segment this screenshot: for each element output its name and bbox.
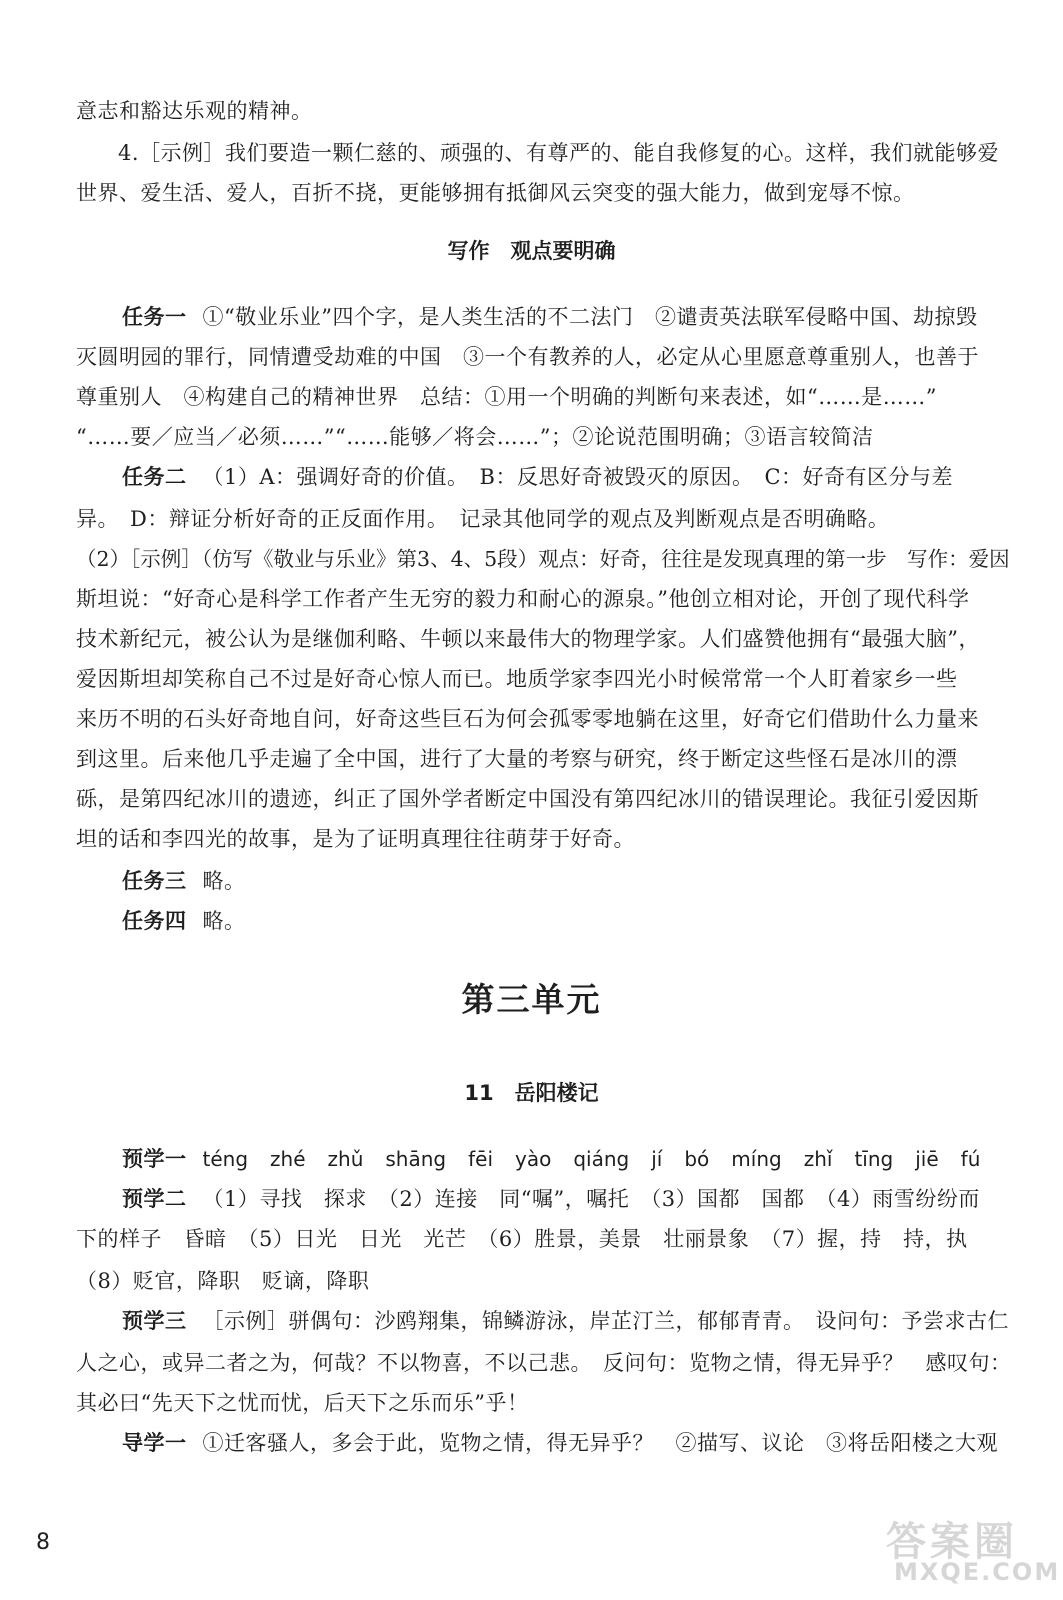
pinyin-list bbox=[203, 1147, 981, 1171]
watermark-text: 答案圈 bbox=[886, 1519, 1018, 1565]
preview2-label: 预学二 bbox=[122, 1187, 187, 1211]
pinyin-item: bó bbox=[684, 1147, 710, 1171]
pinyin-item: shāng bbox=[385, 1147, 447, 1171]
pinyin-item: téng bbox=[202, 1147, 249, 1171]
task2-text-1: （1）A：强调好奇的价值。 B：反思好奇被毁灭的原因。 C：好奇有区分与差 bbox=[202, 465, 954, 489]
q4-answer-line-1: 4.［示例］我们要造一颗仁慈的、顽强的、有尊严的、能自我修复的心。这样，我们就能够爱 bbox=[118, 141, 1000, 165]
writing-section-heading: 写作 观点要明确 bbox=[447, 239, 616, 263]
lesson-heading: 11 岳阳楼记 bbox=[464, 1081, 599, 1105]
task2-line-1 bbox=[122, 462, 953, 492]
task2-line-10: 坦的话和李四光的故事，是为了证明真理往往萌芽于好奇。 bbox=[76, 827, 635, 851]
pinyin-item: jiē bbox=[915, 1147, 939, 1171]
preview2-text-1: （1）寻找 探求 （2）连接 同“嘱”，嘱托 （3）国都 国都 （4）雨雪纷纷而 bbox=[202, 1187, 980, 1211]
preview3-text-1: ［示例］骈偶句：沙鸥翔集，锦鳞游泳，岸芷汀兰，郁郁青青。 设问句：予尝求古仁 bbox=[202, 1309, 1009, 1333]
pinyin-item: tīng bbox=[854, 1147, 894, 1171]
task2-line-7: 来历不明的石头好奇地自问，好奇这些巨石为何会孤零零地躺在这里，好奇它们借助什么力量来 bbox=[76, 707, 979, 731]
task3-label: 任务三 bbox=[122, 869, 187, 893]
preview1-label: 预学一 bbox=[122, 1147, 187, 1171]
task4-line bbox=[122, 906, 246, 936]
preview2-line-2: 下的样子 昏暗 （5）日光 日光 光芒 （6）胜景，美景 壮丽景象 （7）握，持 持，执 bbox=[76, 1227, 968, 1251]
task2-line-2: 异。 D：辩证分析好奇的正反面作用。 记录其他同学的观点及判断观点是否明确略。 bbox=[76, 507, 890, 531]
task1-line-1 bbox=[122, 302, 977, 332]
pinyin-item: fēi bbox=[468, 1147, 494, 1171]
pinyin-item: jí bbox=[651, 1147, 663, 1171]
pinyin-item: qiáng bbox=[573, 1147, 630, 1171]
guide1-text-1: ①迁客骚人，多会于此，览物之情，得无异乎？ ②描写、议论 ③将岳阳楼之大观 bbox=[202, 1431, 998, 1455]
task3-text: 略。 bbox=[202, 869, 246, 893]
task2-line-5: 技术新纪元，被公认为是继伽利略、牛顿以来最伟大的物理学家。人们盛赞他拥有“最强大脑”， bbox=[76, 627, 980, 651]
pinyin-item: míng bbox=[731, 1147, 782, 1171]
task2-line-9: 砾，是第四纪冰川的遗迹，纠正了国外学者断定中国没有第四纪冰川的错误理论。我征引爱因斯 bbox=[76, 787, 979, 811]
guide1-line-1 bbox=[122, 1428, 998, 1458]
watermark-url: MXQE.COM bbox=[894, 1558, 1061, 1586]
guide1-label: 导学一 bbox=[122, 1431, 187, 1455]
watermark-logo bbox=[880, 1510, 1061, 1590]
pinyin-item: fú bbox=[960, 1147, 981, 1171]
preview2-line-1 bbox=[122, 1184, 980, 1214]
task4-label: 任务四 bbox=[122, 909, 187, 933]
task2-line-8: 到这里。后来他几乎走遍了全中国，进行了大量的考察与研究，终于断定这些怪石是冰川的漂 bbox=[76, 747, 958, 771]
task2-line-3: （2）［示例］（仿写《敬业与乐业》第3、4、5段）观点：好奇，往往是发现真理的第一步 写作：爱因 bbox=[76, 547, 1010, 571]
pinyin-item: zhǔ bbox=[327, 1147, 364, 1171]
task2-line-6: 爱因斯坦却笑称自己不过是好奇心惊人而已。地质学家李四光小时候常常一个人盯着家乡一些 bbox=[76, 667, 958, 691]
task1-line-4: “……要／应当／必须……”“……能够／将会……”；②论说范围明确；③语言较简洁 bbox=[76, 425, 874, 449]
preview3-line-2: 人之心，或异二者之为，何哉？不以物喜，不以己悲。 反问句：览物之情，得无异乎？ 感叹句： bbox=[76, 1351, 1012, 1375]
task1-line-2: 灭圆明园的罪行，同情遭受劫难的中国 ③一个有教养的人，必定从心里愿意尊重别人，也善于 bbox=[76, 345, 979, 369]
preview3-line-1 bbox=[122, 1306, 1009, 1336]
page-number: 8 bbox=[36, 1530, 50, 1555]
task2-line-4: 斯坦说：“好奇心是科学工作者产生无穷的毅力和耐心的源泉。”他创立相对论，开创了现代科学 bbox=[76, 587, 970, 611]
task1-text-1: ①“敬业乐业”四个字，是人类生活的不二法门 ②谴责英法联军侵略中国、劫掠毁 bbox=[202, 305, 978, 329]
pinyin-item: zhé bbox=[270, 1147, 306, 1171]
task3-line bbox=[122, 866, 246, 896]
task1-label: 任务一 bbox=[122, 305, 187, 329]
preview3-line-3: 其必曰“先天下之忧而忧，后天下之乐而乐”乎！ bbox=[76, 1391, 529, 1415]
task1-line-3: 尊重别人 ④构建自己的精神世界 总结：①用一个明确的判断句来表述，如“……是……” bbox=[76, 385, 937, 409]
intro-line-1: 意志和豁达乐观的精神。 bbox=[76, 99, 313, 123]
task2-label: 任务二 bbox=[122, 465, 187, 489]
preview2-line-3: （8）贬官，降职 贬谪，降职 bbox=[76, 1269, 370, 1293]
pinyin-item: zhǐ bbox=[803, 1147, 833, 1171]
task4-text: 略。 bbox=[202, 909, 246, 933]
preview1-line bbox=[122, 1144, 980, 1174]
preview3-label: 预学三 bbox=[122, 1309, 187, 1333]
pinyin-item: yào bbox=[515, 1147, 552, 1171]
q4-answer-line-2: 世界、爱生活、爱人，百折不挠，更能够拥有抵御风云突变的强大能力，做到宠辱不惊。 bbox=[76, 181, 915, 205]
unit-heading: 第三单元 bbox=[461, 980, 602, 1019]
